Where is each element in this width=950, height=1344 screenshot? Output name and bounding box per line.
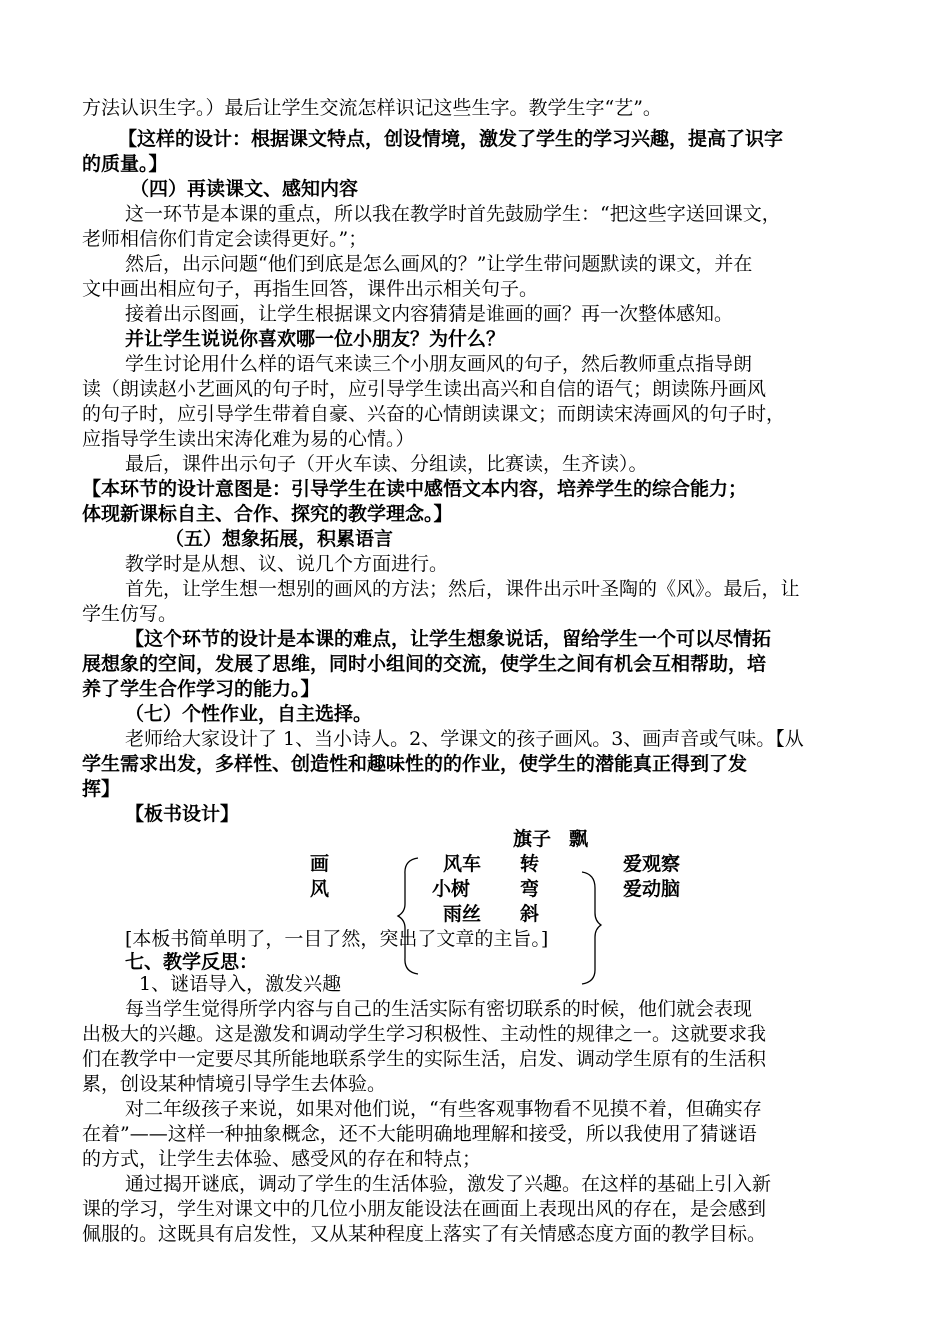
design-note: 展想象的空间，发展了思维，同时小组间的交流，使学生之间有机会互相帮助，培 <box>82 653 767 675</box>
board-item-tree: 小树 <box>432 878 471 900</box>
section-heading: 七、教学反思： <box>125 951 259 973</box>
board-design-heading: 【板书设计】 <box>125 803 240 825</box>
text-line: 方法认识生字。）最后让学生交流怎样识记这些生字。教学生字“艺”。 <box>82 97 662 119</box>
board-left-top: 画 <box>310 853 330 875</box>
subsection-heading: 1、谜语导入，激发兴趣 <box>139 973 342 995</box>
text-line: 在着”——这样一种抽象概念，还不大能明确地理解和接受，所以我使用了猜谜语 <box>82 1123 757 1145</box>
text-line: 佩服的。这既具有启发性，又从某种程度上落实了有关情感态度方面的教学目标。 <box>82 1223 767 1245</box>
board-left-bottom: 风 <box>310 878 330 900</box>
text-line: 这一环节是本课的重点，所以我在教学时首先鼓励学生：“把这些字送回课文， <box>125 203 781 225</box>
board-item-rain: 雨丝 <box>443 903 482 925</box>
text-line: 通过揭开谜底，调动了学生的生活体验，激发了兴趣。在这样的基础上引入新 <box>125 1173 772 1195</box>
right-brace-shape <box>582 872 601 984</box>
board-item-pinwheel: 风车 <box>443 853 482 875</box>
design-note: 养了学生合作学习的能力。】 <box>82 678 320 700</box>
board-verb-turn: 转 <box>520 853 540 875</box>
text-line: 教学时是从想、议、说几个方面进行。 <box>125 553 449 575</box>
text-line: 学生仿写。 <box>82 603 178 625</box>
board-summary: [本板书简单明了，一目了然，突出了文章的主旨。] <box>125 928 549 950</box>
text-line: 累，创设某种情境引导学生去体验。 <box>82 1073 387 1095</box>
board-verb-slant: 斜 <box>520 903 540 925</box>
text-line: 出极大的兴趣。这是激发和调动学生学习积极性、主动性的规律之一。这就要求我 <box>82 1023 767 1045</box>
text-line: 学生讨论用什么样的语气来读三个小朋友画风的句子，然后教师重点指导朗 <box>125 353 753 375</box>
text-line: 最后，课件出示句子（开火车读、分组读，比赛读，生齐读）。 <box>125 453 648 475</box>
design-note: 【本环节的设计意图是：引导学生在读中感悟文本内容，培养学生的综合能力； <box>82 478 748 500</box>
text-line: 读（朗读赵小艺画风的句子时，应引导学生读出高兴和自信的语气；朗读陈丹画风 <box>82 378 767 400</box>
design-note: 【这样的设计：根据课文特点，创设情境，激发了学生的学习兴趣，提高了识字 <box>118 128 784 150</box>
design-note: 体现新课标自主、合作、探究的教学理念。】 <box>82 503 453 525</box>
board-right-bottom: 爱动脑 <box>623 878 681 900</box>
question-line: 并让学生说说你喜欢哪一位小朋友？为什么？ <box>125 328 506 350</box>
design-note: 的质量。】 <box>82 153 168 175</box>
section-heading: （四）再读课文、感知内容 <box>130 178 359 200</box>
text-line: 老师相信你们肯定会读得更好。”； <box>82 228 368 250</box>
text-line: 应指导学生读出宋涛化难为易的心情。） <box>82 428 415 450</box>
board-verb-bend: 弯 <box>520 878 540 900</box>
text-line: 课的学习，学生对课文中的几位小朋友能设法在画面上表现出风的存在，是会感到 <box>82 1198 767 1220</box>
text-line: 们在教学中一定要尽其所能地联系学生的实际生活，启发、调动学生原有的生活积 <box>82 1048 767 1070</box>
design-note: 【这个环节的设计是本课的难点，让学生想象说话，留给学生一个可以尽情拓 <box>125 628 772 650</box>
text-line: 然后，出示问题“他们到底是怎么画风的？”让学生带问题默读的课文，并在 <box>125 253 753 275</box>
section-heading: （五）想象拓展，积累语言 <box>165 528 394 550</box>
design-note: 挥】 <box>82 778 121 800</box>
left-brace-shape <box>398 858 418 974</box>
text-line: 对二年级孩子来说，如果对他们说，“有些客观事物看不见摸不着，但确实存 <box>125 1098 762 1120</box>
text-line: 每当学生觉得所学内容与自己的生活实际有密切联系的时候，他们就会表现 <box>125 998 753 1020</box>
text-line: 的方式，让学生去体验、感受风的存在和特点； <box>82 1148 482 1170</box>
text-line: 文中画出相应句子，再指生回答，课件出示相关句子。 <box>82 278 539 300</box>
text-line: 首先，让学生想一想别的画风的方法；然后，课件出示叶圣陶的《风》。最后，让 <box>125 578 800 600</box>
text-line: 老师给大家设计了 1、当小诗人。2、学课文的孩子画风。3、画声音或气味。【从 <box>125 728 804 750</box>
board-right-top: 爱观察 <box>623 853 681 875</box>
text-line: 的句子时，应引导学生带着自豪、兴奋的心情朗读课文；而朗读宋涛画风的句子时， <box>82 403 786 425</box>
board-item-flag: 旗子 <box>513 828 552 850</box>
section-heading: （七）个性作业，自主选择。 <box>125 703 373 725</box>
board-verb-flutter: 飘 <box>569 828 589 850</box>
design-note: 学生需求出发，多样性、创造性和趣味性的的作业，使学生的潜能真正得到了发 <box>82 753 748 775</box>
text-line: 接着出示图画，让学生根据课文内容猜猜是谁画的画？再一次整体感知。 <box>125 303 734 325</box>
